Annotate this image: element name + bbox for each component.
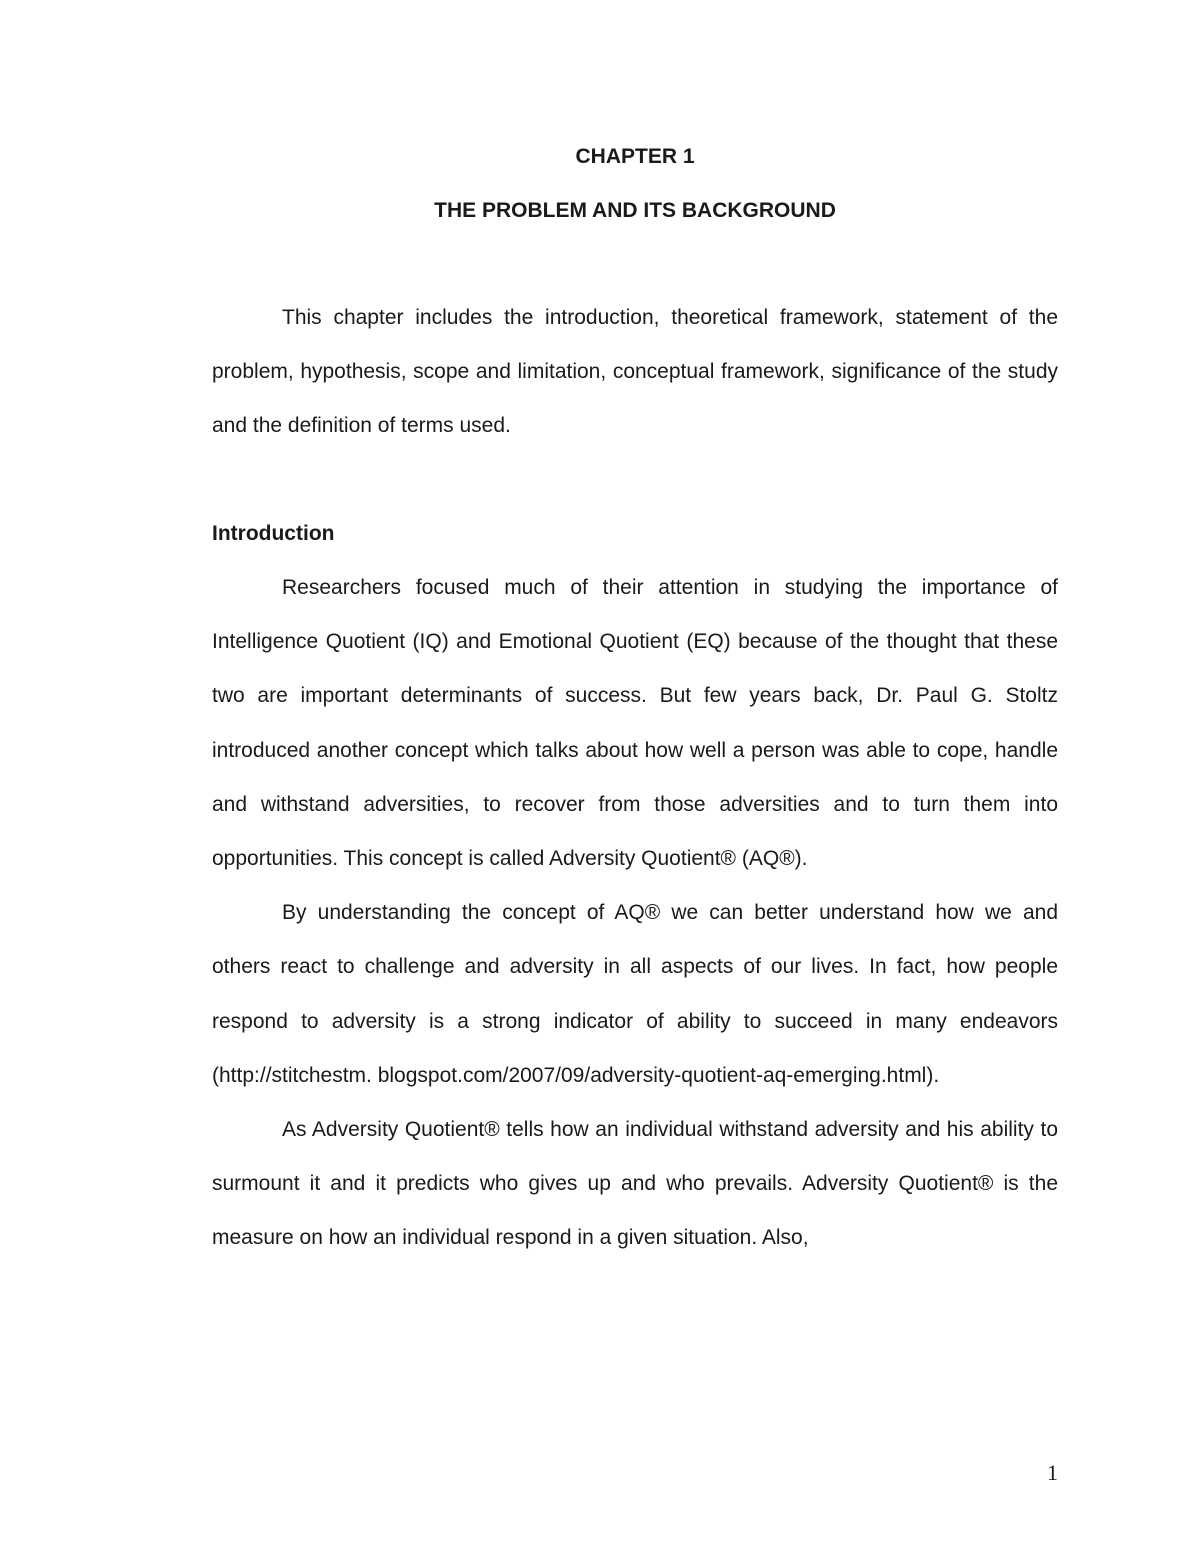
chapter-title: THE PROBLEM AND ITS BACKGROUND [434,199,836,222]
overview-paragraph: This chapter includes the introduction, theoretical framework, statement of the problem, hypothesis, scope and limitation, conceptual framework, significance of the study and the definition of terms used. [212,306,1058,438]
introduction-paragraph: By understanding the concept of AQ® we can better understand how we and others react to challenge and adversity in all aspects of our lives. In fact, how people respond to adversity is a strong indicator of ability to succeed in many endeavors (http://stitchestm. blogspot.com/2007/09/adversity-quotient-aq-emerging.html). [212,901,1058,1087]
page-number: 1 [1047,1460,1058,1485]
introduction-paragraph: As Adversity Quotient® tells how an individual withstand adversity and his ability to surmount it and it predicts who gives up and who prevails. Adversity Quotient® is the measure on how an individual respond in a given situation. Also, [212,1118,1058,1250]
chapter-overview [212,291,1058,454]
chapter-label: CHAPTER 1 [575,145,695,168]
introduction-paragraph: Researchers focused much of their attention in studying the importance of Intelligence Quotient (IQ) and Emotional Quotient (EQ) because of the thought that these two are important determinants of success. But few years back, Dr. Paul G. Stoltz introduced another concept which talks about how well a person was able to cope, handle and withstand adversities, to recover from those adversities and to turn them into opportunities. This concept is called Adversity Quotient® (AQ®). [212,576,1058,871]
introduction-body [212,561,1058,1266]
section-heading-introduction: Introduction [212,522,335,545]
